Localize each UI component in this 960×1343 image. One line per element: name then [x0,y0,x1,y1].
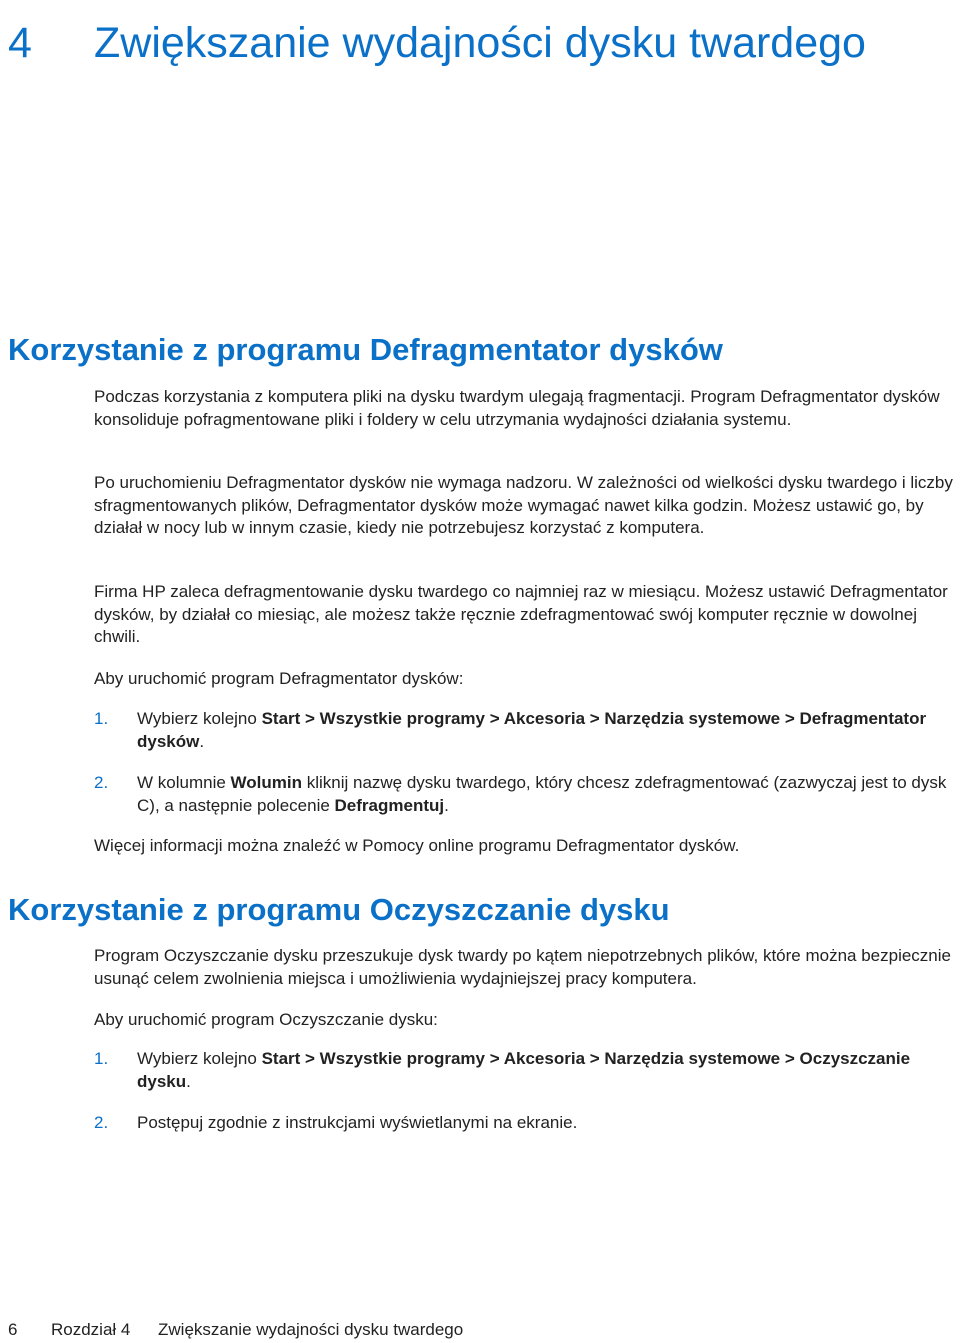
page-number: 6 [8,1320,18,1339]
chapter-title: Zwiększanie wydajności dysku twardego [94,19,866,67]
paragraph-recommendation: Firma HP zaleca defragmentowanie dysku twardego co najmniej raz w miesiącu. Możesz ustawić Defragmentator dysków, by działał co miesiąc, ale możesz także ręcznie zdefragmentować swój komputer ręcznie w dowolnej chwili. [94,582,948,646]
chapter-number: 4 [8,19,32,67]
step-text [137,1048,957,1093]
step-number: 1. [94,709,109,728]
step-number: 2. [94,773,109,792]
paragraph-cleanup-intro: Program Oczyszczanie dysku przeszukuje dysk twardy po kątem niepotrzebnych plików, które można bezpiecznie usunąć celem zwolnienia miejsca i umożliwienia wydajniejszej pracy komputera. [94,946,951,988]
paragraph-more-info: Więcej informacji można znaleźć w Pomocy online programu Defragmentator dysków. [94,836,740,855]
step-text-prefix: Wybierz kolejno [137,709,262,728]
paragraph-run-cleanup: Aby uruchomić program Oczyszczanie dysku: [94,1010,438,1029]
command-name: Defragmentuj [334,795,445,815]
footer-chapter-label: Rozdział 4 [51,1320,131,1339]
menu-path: Start > Wszystkie programy > Akcesoria > Narzędzia systemowe > Oczyszczanie dysku [137,1049,911,1091]
step-text [137,708,957,753]
step-text-middle: kliknij nazwę dysku twardego, który chcesz zdefragmentować (zazwyczaj jest to dysk C), a następnie polecenie [137,773,947,815]
step-text-prefix: W kolumnie [137,773,231,792]
step-number: 1. [94,1049,109,1068]
menu-path: Start > Wszystkie programy > Akcesoria > Narzędzia systemowe > Defragmentator dysków [137,709,927,751]
step-number: 2. [94,1113,109,1132]
paragraph-run-defrag: Aby uruchomić program Defragmentator dysków: [94,669,464,688]
paragraph-intro: Podczas korzystania z komputera pliki na dysku twardym ulegają fragmentacji. Program Defragmentator dysków konsoliduje pofragmentowane pliki i foldery w celu utrzymania wydajności działania systemu. [94,387,940,429]
footer-chapter-title: Zwiększanie wydajności dysku twardego [158,1320,464,1339]
section-heading-disk-cleanup: Korzystanie z programu Oczyszczanie dysku [8,892,670,927]
step-text-prefix: Wybierz kolejno [137,1049,262,1068]
step-text-suffix: . [186,1071,191,1091]
step-text [137,772,957,817]
step-text: Postępuj zgodnie z instrukcjami wyświetlanymi na ekranie. [137,1113,578,1132]
column-name: Wolumin [230,773,302,792]
section-heading-defragmenter: Korzystanie z programu Defragmentator dysków [8,332,723,367]
step-text-suffix: . [199,731,205,751]
paragraph-supervision: Po uruchomieniu Defragmentator dysków nie wymaga nadzoru. W zależności od wielkości dysku twardego i liczby sfragmentowanych plików, Defragmentator dysków może wymagać nawet kilka godzin. Możesz ustawić go, by działał w nocy lub w innym czasie, kiedy nie potrzebujesz korzystać z komputera. [94,473,953,537]
step-text-suffix: . [444,795,449,815]
